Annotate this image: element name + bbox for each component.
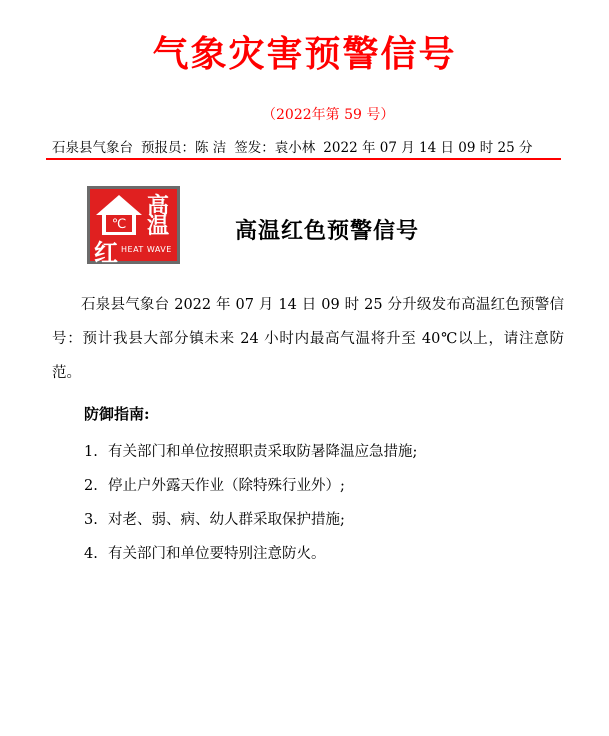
issuer-line [52, 136, 541, 156]
item-number: 3. [84, 512, 98, 528]
list-item [84, 474, 417, 508]
badge-english-label: HEAT WAVE [121, 245, 172, 254]
heat-wave-red-badge [87, 186, 180, 267]
issuer: 石泉县气象台 [52, 140, 133, 156]
badge-char-mid: 温 [147, 214, 170, 239]
house-thermometer-icon [94, 193, 144, 237]
guide-list [84, 440, 417, 576]
issue-datetime: 2022 年 07 月 14 日 09 时 25 分 [323, 140, 533, 156]
document-title: 气象灾害预警信号 [152, 34, 457, 75]
list-item [84, 440, 417, 474]
signal-title: 高温红色预警信号 [235, 219, 420, 244]
guide-title: 防御指南: [84, 405, 150, 423]
list-item [84, 508, 417, 542]
item-text: 有关部门和单位要特别注意防火。 [108, 546, 326, 562]
item-number: 1. [84, 444, 98, 460]
header-divider [46, 158, 561, 160]
item-number: 2. [84, 478, 98, 494]
badge-char-bottom: 红 [94, 239, 118, 267]
item-text: 有关部门和单位按照职责采取防暑降温应急措施; [108, 444, 418, 460]
signer: 签发：袁小林 [234, 140, 316, 156]
badge-unit: ℃ [111, 217, 127, 232]
warning-body: 石泉县气象台 2022 年 07 月 14 日 09 时 25 分升级发布高温红色预警信号：预计我县大部分镇未来 24 小时内最高气温将升至 40℃以上，请注意防范。 [52, 297, 564, 381]
item-text: 对老、弱、病、幼人群采取保护措施; [108, 512, 345, 528]
issue-number: （2022年第 59 号） [262, 107, 395, 123]
badge-char-top: 高 [147, 194, 170, 219]
list-item [84, 542, 417, 576]
item-number: 4. [84, 546, 98, 562]
item-text: 停止户外露天作业（除特殊行业外）; [108, 478, 345, 494]
forecaster: 预报员：陈 洁 [141, 140, 227, 156]
